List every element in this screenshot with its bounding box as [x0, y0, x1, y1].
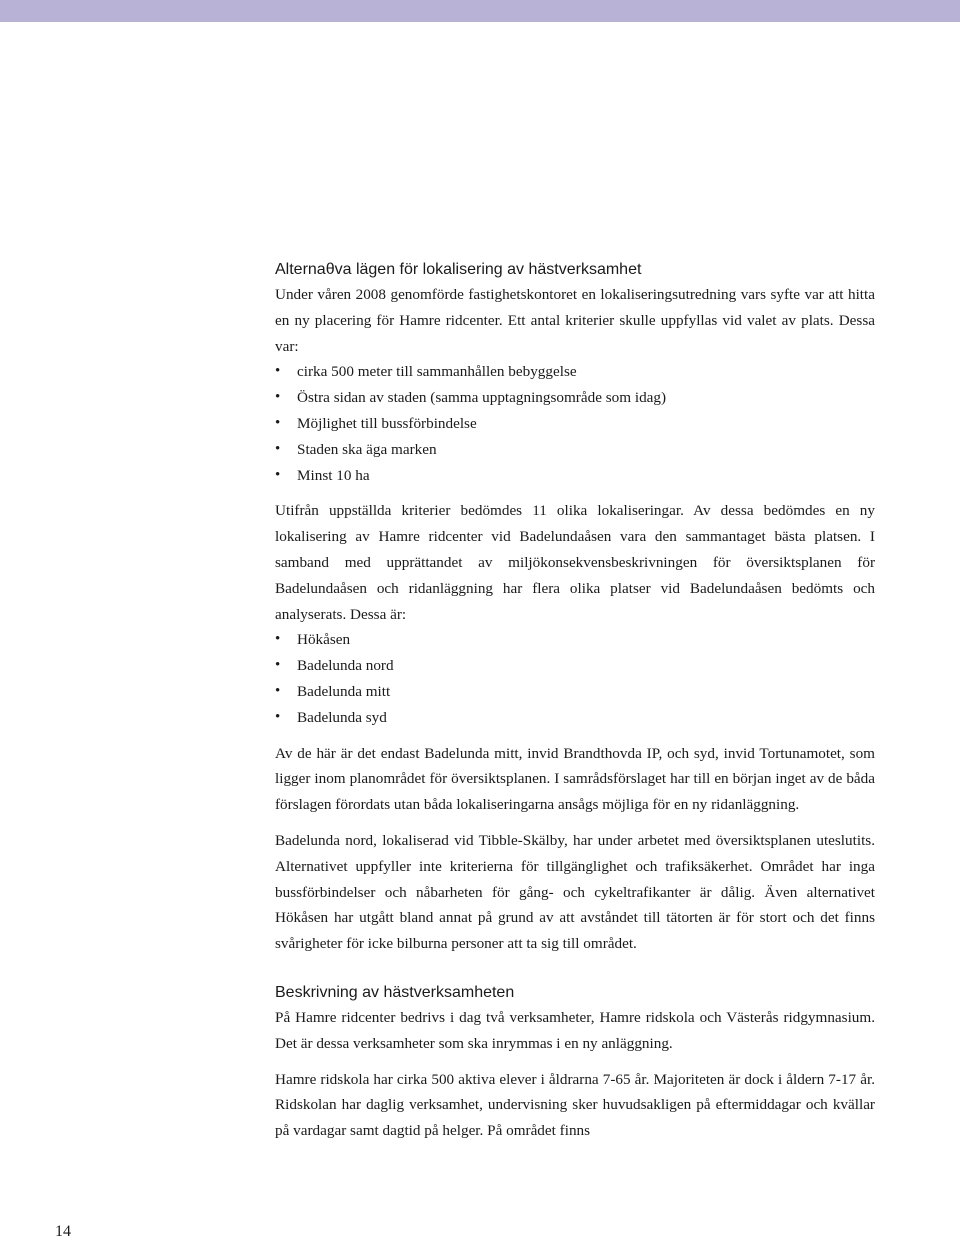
list-item: • Badelunda syd [275, 705, 875, 731]
badelunda-nord-paragraph: Badelunda nord, lokaliserad vid Tibble-Skälby, har under arbetet med översiktsplanen uteslutits. Alternativet uppfyller inte kriterierna för tillgänglighet och trafiksäkerhet. Området har inga bussförbindelser och nåbarheten för gång- och cykeltrafikanter är dålig. Även alternativet Hökåsen har utgått bland annat på grund av att avståndet till tätorten är för stort och det finns svårigheter för icke bilburna personer att ta sig till området. [275, 831, 875, 953]
criteria-list [275, 359, 875, 488]
list-item: • Minst 10 ha [275, 463, 875, 489]
top-color-bar [0, 0, 960, 22]
plan-area-paragraph: Av de här är det endast Badelunda mitt, invid Brandthovda IP, och syd, invid Tortunamotet, som ligger inom planområdet för översiktsplanen. I samrådsförslaget har till en början inget av de båda förslagen förordats utan båda lokaliseringarna ansågs möjliga för en ny ridanläggning. [275, 744, 875, 814]
evaluation-paragraph: Utifrån uppställda kriterier bedömdes 11 olika lokaliseringar. Av dessa bedömdes en ny lokalisering av Hamre ridcenter vid Badelundaåsen vara den sammantaget bästa platsen. I samband med upprättandet av miljökonsekvensbeskrivningen för översiktsplanen för Badelundaåsen och ridanläggning har flera olika platser vid Badelundaåsen bedömts och analyserats. Dessa är: [275, 502, 875, 623]
riding-school-paragraph: Hamre ridskola har cirka 500 aktiva elever i åldrarna 7-65 år. Majoriteten är dock i åldern 7-17 år. Ridskolan har daglig verksamhet, undervisning sker huvudsakligen på eftermiddagar och kvällar på vardagar samt dagtid på helger. På området finns [275, 1070, 875, 1140]
list-item: • Badelunda nord [275, 653, 875, 679]
page-number: 14 [55, 1223, 71, 1240]
hamre-intro-paragraph: På Hamre ridcenter bedrivs i dag två verksamheter, Hamre ridskola och Västerås ridgymnasium. Det är dessa verksamheter som ska inrymmas i en ny anläggning. [275, 1008, 875, 1052]
intro-paragraph: Under våren 2008 genomförde fastighetskontoret en lokaliseringsutredning vars syfte var att hitta en ny placering för Hamre ridcenter. Ett antal kriterier skulle uppfyllas vid valet av plats. Dessa var: [275, 286, 875, 355]
list-item: • Hökåsen [275, 627, 875, 653]
places-list [275, 627, 875, 730]
page-content [275, 258, 875, 1144]
list-item: • Möjlighet till bussförbindelse [275, 411, 875, 437]
list-item: • Badelunda mitt [275, 679, 875, 705]
list-item: • Staden ska äga marken [275, 437, 875, 463]
section-heading-description: Beskrivning av hästverksamheten [275, 983, 515, 1001]
list-item: • Östra sidan av staden (samma upptagningsområde som idag) [275, 385, 875, 411]
section-heading-alternative-locations: Alternaθva lägen för lokalisering av hästverksamhet [275, 261, 642, 278]
list-item: • cirka 500 meter till sammanhållen bebyggelse [275, 359, 875, 385]
